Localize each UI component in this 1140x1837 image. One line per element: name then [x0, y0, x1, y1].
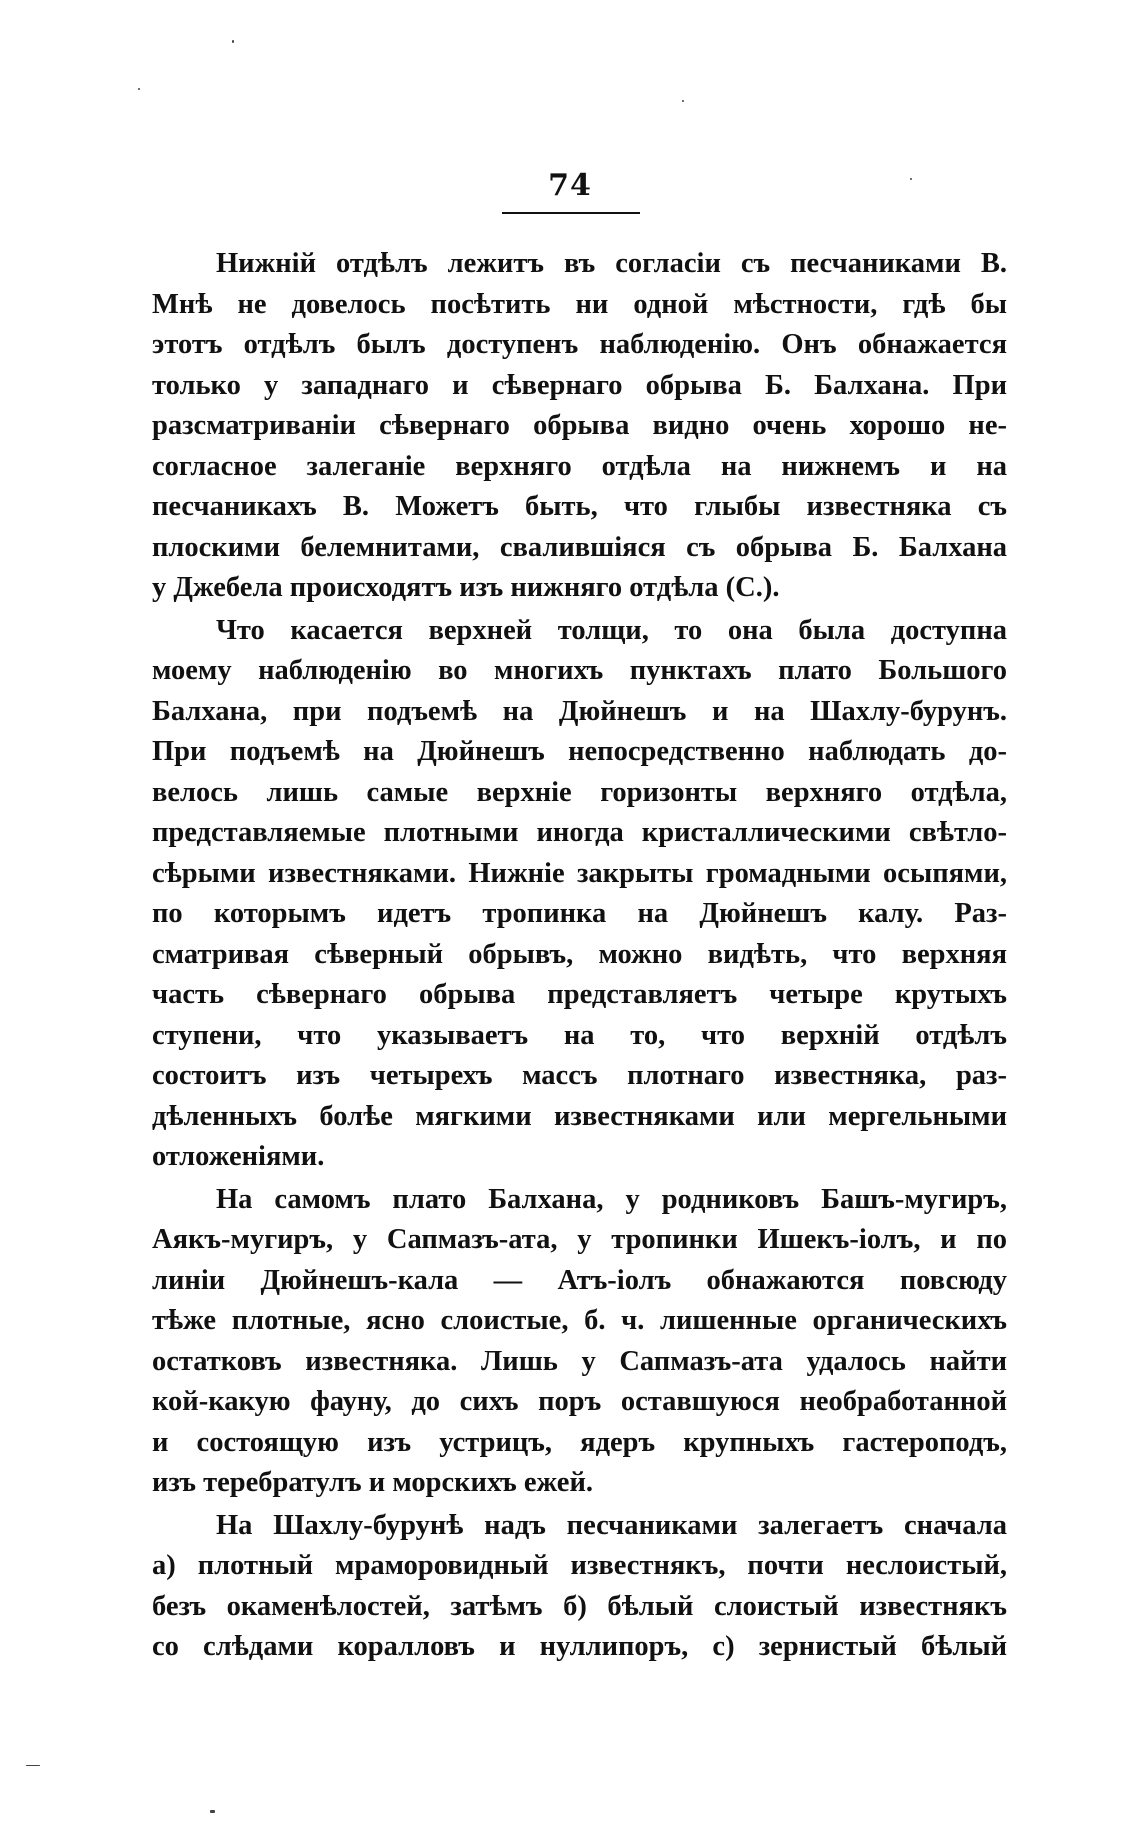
text-line: со слѣдами коралловъ и нуллипоръ, с) зернистый бѣлый	[152, 1631, 1007, 1662]
scan-speck	[26, 1765, 40, 1766]
text-line: часть сѣвернаго обрыва представляетъ четыре крутыхъ	[152, 979, 1007, 1010]
paragraph	[152, 1506, 1007, 1668]
text-line: Нижній отдѣлъ лежитъ въ согласіи съ песчаниками В.	[216, 248, 1007, 279]
text-line: изъ теребратулъ и морскихъ ежей.	[152, 1467, 593, 1498]
paragraph	[152, 244, 1007, 609]
text-line: этотъ отдѣлъ былъ доступенъ наблюденію. Онъ обнажается	[152, 329, 1007, 360]
text-line: кой-какую фауну, до сихъ поръ оставшуюся необработанной	[152, 1386, 1007, 1417]
text-line: по которымъ идетъ тропинка на Дюйнешъ калу. Раз-	[152, 898, 1007, 929]
text-line: моему наблюденію во многихъ пунктахъ плато Большого	[152, 655, 1007, 686]
body-text	[152, 244, 1007, 1668]
scan-speck	[232, 40, 234, 43]
text-line: При подъемѣ на Дюйнешъ непосредственно наблюдать до-	[152, 736, 1007, 767]
text-line: разсматриваніи сѣвернаго обрыва видно очень хорошо не-	[152, 410, 1007, 441]
paragraph	[152, 611, 1007, 1178]
text-line: линіи Дюйнешъ-кала — Атъ-іолъ обнажаются повсюду	[152, 1264, 1007, 1296]
text-line: Мнѣ не довелось посѣтить ни одной мѣстности, гдѣ бы	[152, 288, 1007, 320]
page-number: 74	[548, 168, 592, 203]
text-line: На самомъ плато Балхана, у родниковъ Башъ-мугиръ,	[216, 1183, 1007, 1215]
text-line: только у западнаго и сѣвернаго обрыва Б. Балхана. При	[152, 369, 1007, 401]
text-line: дѣленныхъ болѣе мягкими известняками или мергельными	[152, 1100, 1007, 1132]
page-number-rule	[502, 212, 640, 214]
text-line: На Шахлу-бурунѣ надъ песчаниками залегаетъ сначала	[216, 1509, 1007, 1541]
text-line: велось лишь самые верхніе горизонты верхняго отдѣла,	[152, 776, 1007, 808]
text-line: безъ окаменѣлостей, затѣмъ б) бѣлый слоистый известнякъ	[152, 1590, 1007, 1622]
text-line: плоскими белемнитами, свалившіяся съ обрыва Б. Балхана	[152, 531, 1007, 563]
text-line: у Джебела происходятъ изъ нижняго отдѣла (С.).	[152, 572, 780, 603]
text-line: состоитъ изъ четырехъ массъ плотнаго известняка, раз-	[152, 1060, 1007, 1091]
text-line: отложеніями.	[152, 1141, 325, 1172]
text-line: тѣже плотные, ясно слоистые, б. ч. лишенные органическихъ	[152, 1305, 1007, 1336]
text-line: и состоящую изъ устрицъ, ядеръ крупныхъ гастероподъ,	[152, 1426, 1007, 1458]
text-line: ступени, что указываетъ на то, что верхній отдѣлъ	[152, 1019, 1007, 1051]
text-line: сматривая сѣверный обрывъ, можно видѣть, что верхняя	[152, 938, 1007, 970]
text-line: Балхана, при подъемѣ на Дюйнешъ и на Шахлу-бурунъ.	[152, 695, 1007, 727]
text-line: песчаникахъ В. Можетъ быть, что глыбы известняка съ	[152, 491, 1007, 522]
scan-speck	[210, 1810, 215, 1813]
text-line: Аякъ-мугиръ, у Сапмазъ-ата, у тропинки Ишекъ-іолъ, и по	[152, 1224, 1007, 1255]
text-line: Что касается верхней толщи, то она была доступна	[216, 614, 1007, 646]
scan-speck	[138, 88, 140, 90]
paragraph	[152, 1180, 1007, 1504]
text-line: а) плотный мраморовидный известнякъ, почти неслоистый,	[152, 1550, 1007, 1581]
text-line: сѣрыми известняками. Нижніе закрыты громадными осыпями,	[152, 857, 1007, 889]
text-line: представляемые плотными иногда кристаллическими свѣтло-	[152, 817, 1007, 848]
text-line: согласное залеганіе верхняго отдѣла на нижнемъ и на	[152, 450, 1007, 482]
scan-speck	[682, 100, 684, 102]
text-line: остатковъ известняка. Лишь у Сапмазъ-ата удалось найти	[152, 1345, 1007, 1377]
